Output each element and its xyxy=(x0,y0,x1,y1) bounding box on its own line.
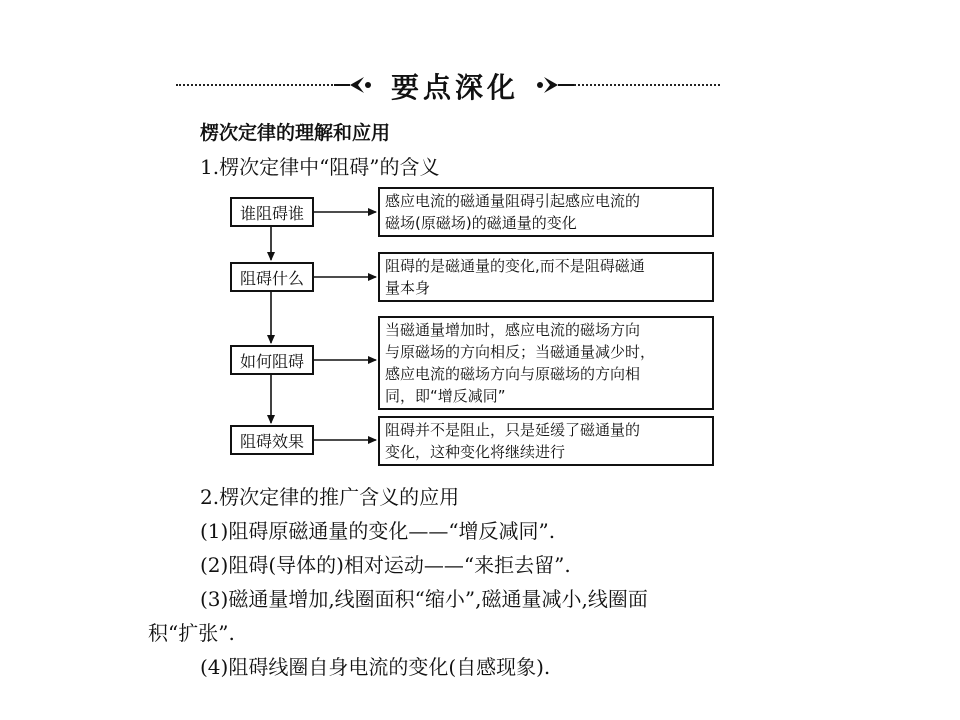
flow-desc-line: 同，即“增反减同” xyxy=(385,387,506,405)
item1-heading: 1.楞次定律中“阻碍”的含义 xyxy=(200,155,440,179)
flow-desc-box xyxy=(378,187,714,237)
item2-heading: 2.楞次定律的推广含义的应用 xyxy=(200,485,460,509)
flow-desc-line: 量本身 xyxy=(385,279,431,297)
flow-desc-box xyxy=(378,416,714,466)
banner-title: 要点深化 xyxy=(390,71,519,104)
flow-label-box: 如何阻碍 xyxy=(230,345,314,375)
item2-point: (1)阻碍原磁通量的变化——“增反减同”. xyxy=(200,519,556,543)
item2-point: (2)阻碍(导体的)相对运动——“来拒去留”. xyxy=(200,553,571,577)
flow-label-box: 谁阻碍谁 xyxy=(230,197,314,227)
flow-desc-line: 感应电流的磁场方向与原磁场的方向相 xyxy=(385,365,641,383)
item2-point: (4)阻碍线圈自身电流的变化(自感现象). xyxy=(200,655,551,679)
flow-desc-line: 当磁通量增加时，感应电流的磁场方向 xyxy=(385,321,641,339)
flow-label-box: 阻碍效果 xyxy=(230,425,314,455)
flow-desc-box xyxy=(378,316,714,410)
section-title: 楞次定律的理解和应用 xyxy=(200,122,391,144)
flow-desc-line: 磁场(原磁场)的磁通量的变化 xyxy=(385,214,577,232)
flow-desc-line: 变化，这种变化将继续进行 xyxy=(385,443,566,461)
item2-point: (3)磁通量增加,线圈面积“缩小”,磁通量减小,线圈面 xyxy=(200,587,648,611)
flow-desc-line: 与原磁场的方向相反；当磁通量减少时， xyxy=(385,343,656,361)
flow-desc-line: 阻碍并不是阻止，只是延缓了磁通量的 xyxy=(385,421,641,439)
flow-desc-line: 阻碍的是磁通量的变化,而不是阻碍磁通 xyxy=(385,257,645,275)
item2-point-continuation: 积“扩张”. xyxy=(148,621,235,645)
flow-label-box: 阻碍什么 xyxy=(230,262,314,292)
flow-desc-line: 感应电流的磁通量阻碍引起感应电流的 xyxy=(385,192,641,210)
flow-desc-box xyxy=(378,252,714,302)
